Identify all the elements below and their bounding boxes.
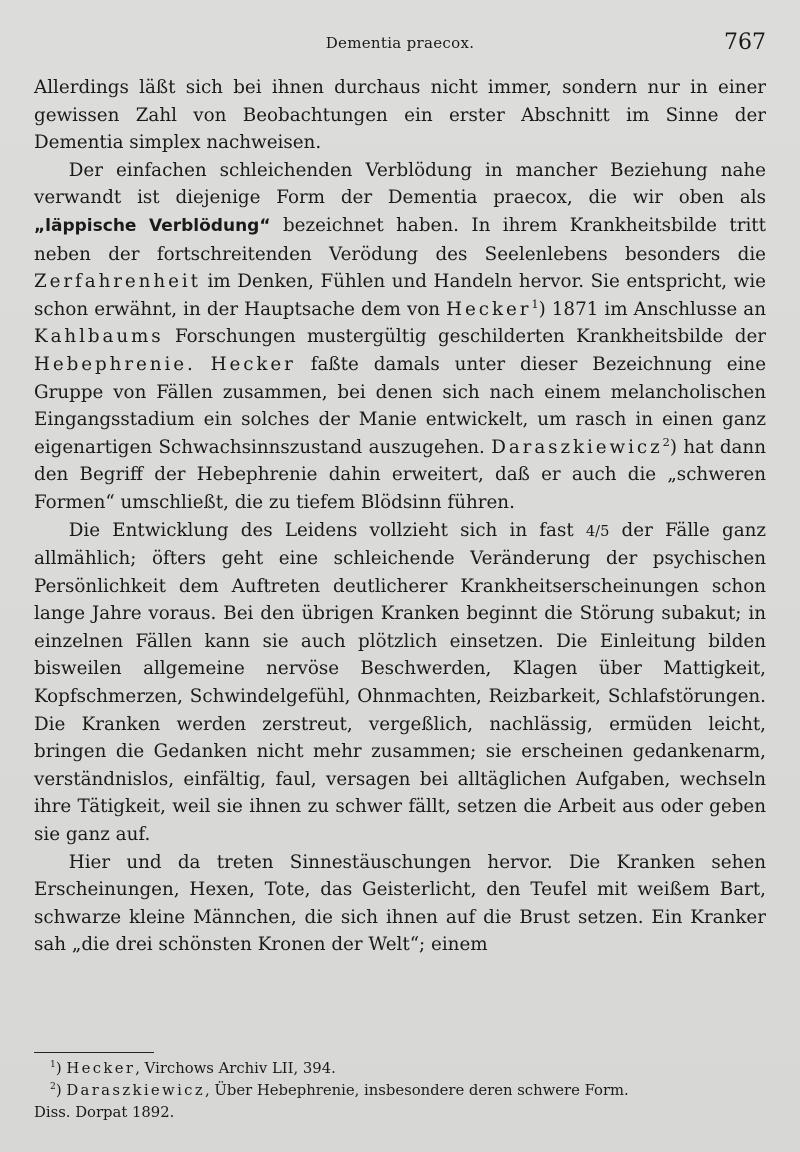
text-run: faßte damals unter dieser Bezeichnung eine Gruppe von Fällen zusammen, bei denen sich nach einem melancholischen Eingangsstadium ein solches der Manie entwickelt, um rasch in einen ganz eigenartigen Schwachsinnszustand auszugehen. [34,353,767,458]
footnote-1: $^1$) Hecker, Virchows Archiv LII, 394. [50,1059,336,1077]
body-text [34,74,766,959]
footnote-ref: 1 [531,296,539,311]
running-title: Dementia praecox. [325,34,475,52]
footnote-mark: 2 [50,1081,56,1093]
text-run: Forschungen mustergültig geschilderten Krankheitsbilde der [163,326,766,348]
footnote-ref: 2 [662,434,670,449]
text-run: der Fälle ganz allmählich; öfters geht eine schleichende Veränderung der psychischen Persönlichkeit dem Auftreten deutlicherer Krankheitserscheinungen schon lange Jahre voraus. Bei den übrigen Kranken beginnt die Störung subakut; in einzelnen Fällen kann sie auch plötzlich einsetzen. Die Einleitung bilden bisweilen allgemeine nervöse Beschwerden, Klagen über Mattigkeit, Kopfschmerzen, Schwindelgefühl, Ohnmachten, Reizbarkeit, Schlafstörungen. Die Kranken werden zerstreut, vergeßlich, nachlässig, ermüden leicht, bringen die Gedanken nicht mehr zusammen; sie erscheinen gedankenarm, verständnislos, einfältig, faul, versagen bei alltäglichen Aufgaben, wechseln ihre Tätigkeit, weil sie ihnen zu schwer fällt, setzen die Arbeit aus oder geben sie ganz auf. [34,519,766,846]
text-run: Die Entwicklung des Leidens vollzieht sich in fast [68,519,586,541]
text-run: im Denken, Fühlen und Handeln hervor. Sie entspricht, wie schon erwähnt, in der Hauptsache dem von [34,271,766,320]
bold-term: „läppische Verblödung“ [34,215,271,236]
text-run: ) hat dann den Begriff der Hebephrenie dahin erweitert, daß er auch die „schweren Formen“ umschließt, die zu tiefem Blödsinn führen. [34,436,766,513]
footnote-divider [34,1052,154,1053]
paragraph-1: Allerdings läßt sich bei ihnen durchaus nicht immer, sondern nur in einer gewissen Zahl von Beobachtungen ein erster Abschnitt im Sinne der Dementia simplex nachweisen. [34,77,766,154]
spaced-term: Zerfahrenheit [34,271,201,293]
text-run: bezeichnet haben. In ihrem Krankheitsbilde tritt neben der fortschreitenden Verödung des Seelenlebens besonders die [34,214,766,265]
footnote-2-continuation: Diss. Dorpat 1892. [34,1104,175,1121]
footnotes [34,1058,766,1124]
page-number: 767 [724,30,766,55]
text-run [196,354,211,375]
author-name: Daraszkiewicz [66,1082,206,1099]
paragraph-2 [34,157,766,517]
footnote-mark: 1 [50,1059,56,1071]
author-name: Daraszkiewicz [491,436,663,458]
text-run: ) 1871 im Anschlusse an [538,298,766,320]
page-header [34,30,766,60]
footnote-2: $^2$) Daraszkiewicz, Über Hebephrenie, insbesondere deren schwere Form. [50,1081,629,1099]
fraction: 4/5 [585,522,610,540]
author-name: Kahlbaums [34,326,164,348]
author-name: Hecker [446,298,532,320]
footnote-text: , Über Hebephrenie, insbesondere deren schwere Form. [205,1082,629,1099]
author-name: Hecker [210,353,296,375]
author-name: Hecker [66,1060,136,1077]
text-run: Der einfachen schleichenden Verblödung in mancher Beziehung nahe verwandt ist diejenige Form der Dementia praecox, die wir oben als [34,159,766,209]
spaced-term: Hebephrenie. [34,353,196,375]
paragraph-4: Hier und da treten Sinnestäuschungen hervor. Die Kranken sehen Erscheinungen, Hexen, Tote, das Geisterlicht, den Teufel mit weißem Bart, schwarze kleine Männchen, die sich ihnen auf die Brust setzen. Ein Kranker sah „die drei schönsten Kronen der Welt“; einem [34,851,766,956]
footnote-text: , Virchows Archiv LII, 394. [135,1060,336,1077]
paragraph-3 [34,517,766,849]
